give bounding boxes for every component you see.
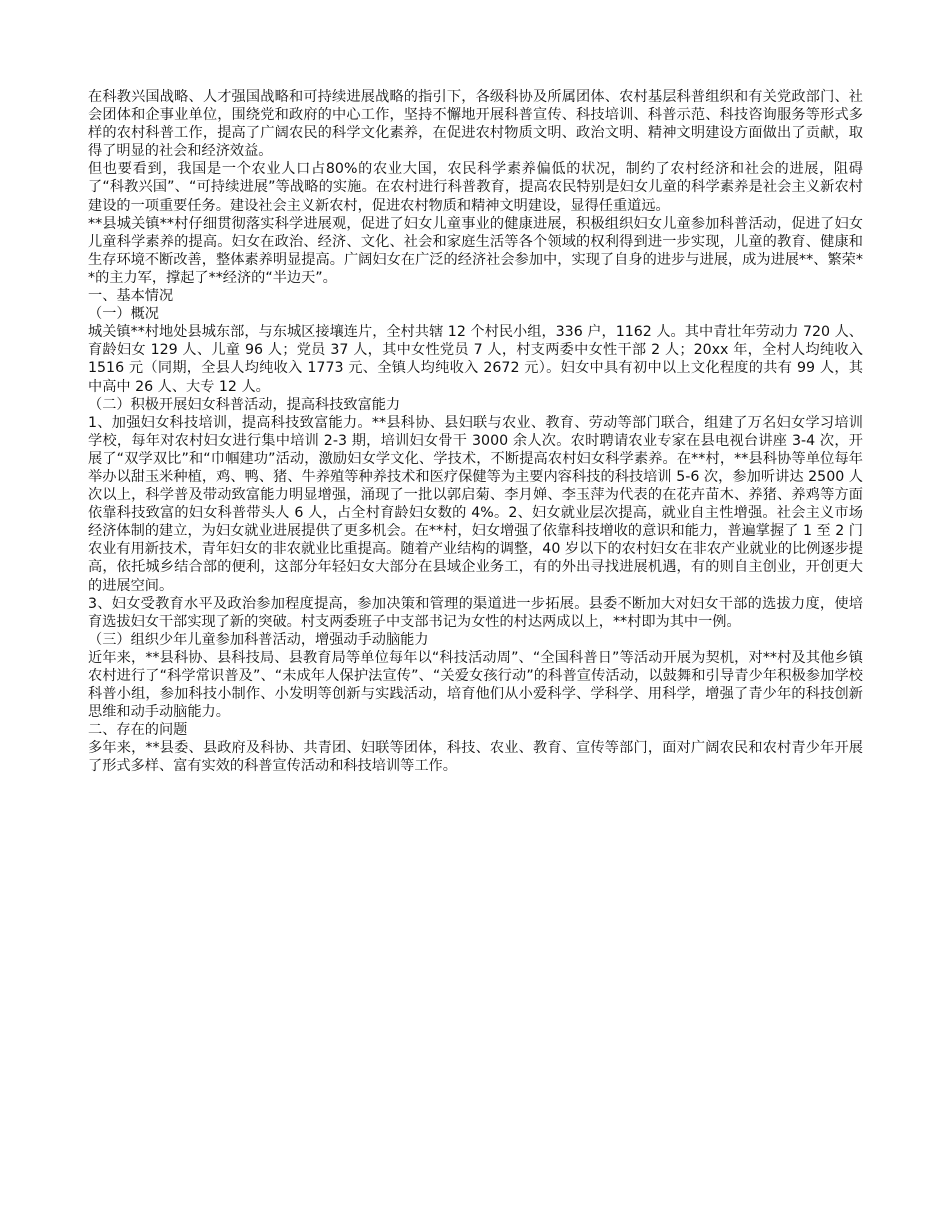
women-training-paragraph: 1、加强妇女科技培训，提高科技致富能力。**县科协、县妇联与农业、教育、劳动等部门联合，组建了万名妇女学习培训学校，每年对农村妇女进行集中培训 2-3 期，培训妇女骨干 3000 余人次。农时聘请农业专家在县电视台讲座 3-4 次，开展了“双学双比”和“巾帼建功”活动，激励妇女学文化、学技术，不断提高农村妇女科学素养。在**村，**县科协等单位每年举办以甜玉米种植，鸡、鸭、猪、牛养殖等种养技术和医疗保健等为主要内容科技的科技培训 5-6 次，参加听讲达 2500 人次以上，科学普及带动致富能力明显增强，涌现了一批以郭启菊、李月婵、李玉萍为代表的在花卉苗木、养猪、养鸡等方面依靠科技致富的妇女科普带头人 6 人，占全村育龄妇女数的 4%。2、妇女就业层次提高，就业自主性增强。社会主义市场经济体制的建立，为妇女就业进展提供了更多机会。在**村，妇女增强了依靠科技增收的意识和能力，普遍掌握了 1 至 2 门农业有用新技术，青年妇女的非农就业比重提高。随着产业结构的调整，40 岁以下的农村妇女在非农产业就业的比例逐步提高，依托城乡结合部的便利，这部分年轻妇女大部分在县域企业务工，有的外出寻找进展机遇，有的则自主创业，开创更大的进展空间。 — [88, 414, 863, 594]
background-paragraph: 但也要看到，我国是一个农业人口占80%的农业大国，农民科学素养偏低的状况，制约了农村经济和社会的进展，阻碍了“科教兴国”、“可持续进展”等战略的实施。在农村进行科普教育，提高农民特别是妇女儿童的科学素养是社会主义新农村建设的一项重要任务。建设社会主义新农村，促进农村物质和精神文明建设，显得任重道远。 — [88, 161, 863, 214]
women-education-paragraph: 3、妇女受教育水平及政治参加程度提高，参加决策和管理的渠道进一步拓展。县委不断加大对妇女干部的选拔力度，使培育选拔妇女干部实现了新的突破。村支两委班子中支部书记为女性的村达两成以上，**村即为其中一例。 — [88, 595, 863, 630]
subsection-heading-overview: （一）概况 — [88, 306, 159, 323]
document-body — [88, 88, 863, 776]
intro-paragraph: 在科教兴国战略、人才强国战略和可持续进展战略的指引下，各级科协及所属团体、农村基层科普组织和有关党政部门、社会团体和企事业单位，围绕党和政府的中心工作，坚持不懈地开展科普宣传、科技培训、科普示范、科技咨询服务等形式多样的农村科普工作，提高了广阔农民的科学文化素养，在促进农村物质文明、政治文明、精神文明建设方面做出了贡献，取得了明显的社会和经济效益。 — [88, 89, 863, 160]
overview-paragraph: 城关镇**村地处县城东部，与东城区接壤连片，全村共辖 12 个村民小组，336 户，1162 人。其中青壮年劳动力 720 人、育龄妇女 129 人、儿童 96 人；党员 37 人，其中女性党员 7 人，村支两委中女性干部 2 人；20xx 年，全村人均纯收入 1516 元（同期，全县人均纯收入 1773 元、全镇人均纯收入 2672 元）。妇女中具有初中以上文化程度的共有 99 人，其中高中 26 人、大专 12 人。 — [88, 324, 863, 395]
section-heading-problems: 二、存在的问题 — [88, 722, 188, 739]
subsection-heading-children-science: （三）组织少年儿童参加科普活动，增强动手动脑能力 — [88, 631, 429, 648]
section-heading-basic-situation: 一、基本情况 — [88, 288, 174, 305]
problems-paragraph: 多年来，**县委、县政府及科协、共青团、妇联等团体，科技、农业、教育、宣传等部门，面对广阔农民和农村青少年开展了形式多样、富有实效的科普宣传活动和科技培训等工作。 — [88, 740, 863, 775]
subsection-heading-women-science: （二）积极开展妇女科普活动，提高科技致富能力 — [88, 396, 401, 413]
children-activities-paragraph: 近年来，**县科协、县科技局、县教育局等单位每年以“科技活动周”、“全国科普日”等活动开展为契机，对**村及其他乡镇农村进行了“科学常识普及”、“未成年人保护法宣传”、“关爱女孩行动”的科普宣传活动，以鼓舞和引导青少年积极参加学校科普小组，参加科技小制作、小发明等创新与实践活动，培育他们从小爱科学、学科学、用科学，增强了青少年的科技创新思维和动手动脑能力。 — [88, 649, 863, 721]
village-summary-paragraph: **县城关镇**村仔细贯彻落实科学进展观，促进了妇女儿童事业的健康进展，积极组织妇女儿童参加科普活动，促进了妇女儿童科学素养的提高。妇女在政治、经济、文化、社会和家庭生活等各个领域的权利得到进一步实现，儿童的教育、健康和生存环境不断改善，整体素养明显提高。广阔妇女在广泛的经济社会参加中，实现了自身的进步与进展，成为进展**、繁荣**的主力军，撑起了**经济的“半边天”。 — [88, 215, 863, 286]
